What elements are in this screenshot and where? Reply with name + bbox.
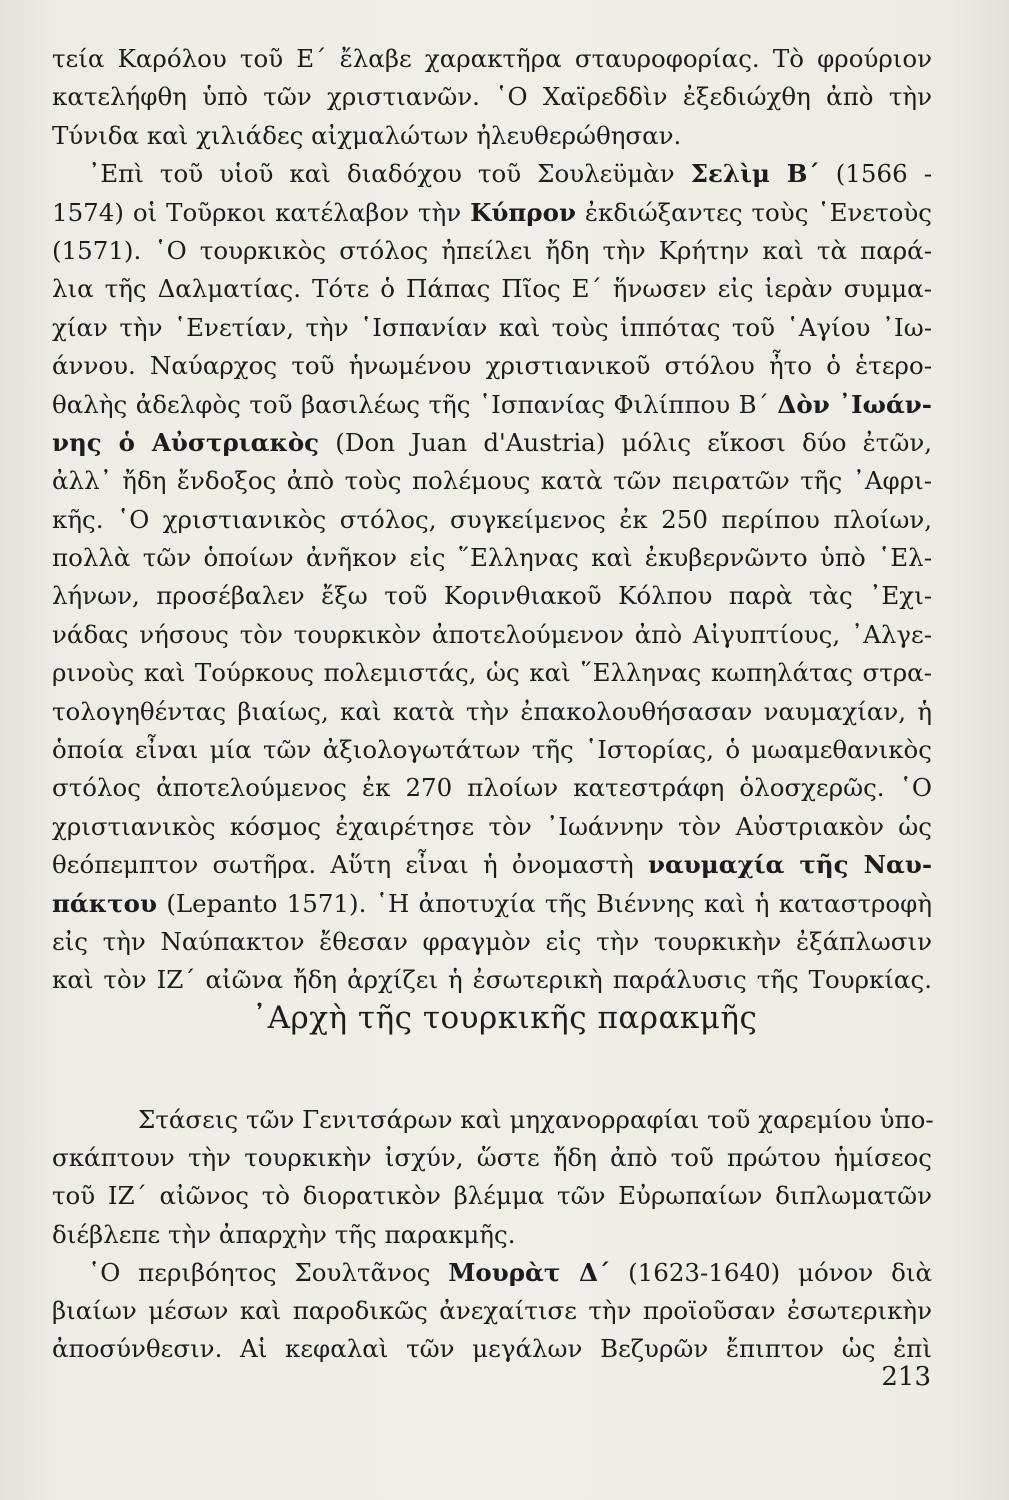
text-line xyxy=(52,846,932,884)
text-run: ἐκδιώξαντες τοὺς ῾Ενετοὺς xyxy=(575,197,932,227)
text-line: Στάσεις τῶν Γενιτσάρων καὶ μηχανορραφίαι τοῦ χαρεμίου ὑπο- xyxy=(138,1105,934,1134)
text-line xyxy=(52,1254,932,1292)
text-line: τολογηθέντας βιαίως, καὶ κατὰ τὴν ἐπακολουθήσασαν ναυμαχίαν, ἡ xyxy=(52,696,932,726)
text-run: 1574) οἱ Τοῦρκοι κατέλαβον τὴν xyxy=(52,197,471,227)
text-line xyxy=(52,155,932,193)
text-line: βιαίων μέσων καὶ παροδικῶς ἀνεχαίτισε τὴν προϊοῦσαν ἐσωτερικὴν xyxy=(52,1295,932,1325)
text-line xyxy=(52,885,932,923)
text-run: θαλὴς ἀδελφὸς τοῦ βασιλέως τῆς ῾Ισπανίας Φιλίππου Β΄ xyxy=(52,389,778,419)
text-line: πολλὰ τῶν ὁποίων ἀνῆκον εἰς ῞Ελληνας καὶ ἐκυβερνῶντο ὑπὸ ῾Ελ- xyxy=(52,543,932,573)
text-line: διέβλεπε τὴν ἀπαρχὴν τῆς παρακμῆς. xyxy=(52,1219,516,1249)
text-line: λια τῆς Δαλματίας. Τότε ὁ Πάπας Πῖος Ε΄ ἥνωσεν εἰς ἱερὰν συμμα- xyxy=(52,274,932,304)
text-line: τοῦ ΙΖ΄ αἰῶνος τὸ διορατικὸν βλέμμα τῶν Εὐρωπαίων διπλωματῶν xyxy=(52,1181,932,1211)
bold-term: Κύπρον xyxy=(470,197,576,227)
text-line xyxy=(52,386,932,424)
text-line: τεία Καρόλου τοῦ Ε΄ ἔλαβε χαρακτῆρα σταυροφορίας. Τὸ φρούριον xyxy=(52,44,932,73)
text-line: ἀποσύνθεσιν. Αἱ κεφαλαὶ τῶν μεγάλων Βεζυρῶν ἔπιπτον ὡς ἐπὶ xyxy=(52,1334,932,1364)
text-run: (1566 - xyxy=(819,159,933,189)
text-line xyxy=(52,194,932,232)
page-number: 213 xyxy=(881,1362,931,1392)
text-line: λήνων, προσέβαλεν ἔξω τοῦ Κορινθιακοῦ Κόλπου παρὰ τὰς ᾿Εχι- xyxy=(52,581,932,611)
body-text-section-1 xyxy=(52,40,932,1000)
text-line: Τύνιδα καὶ χιλιάδες αἰχμαλώτων ἠλευθερώθησαν. xyxy=(52,120,682,150)
text-line: κῆς. ῾Ο χριστιανικὸς στόλος, συγκείμενος ἐκ 250 περίπου πλοίων, xyxy=(52,504,932,534)
text-line: νάδας νήσους τὸν τουρκικὸν ἀποτελούμενον ἀπὸ Αἰγυπτίους, ᾿Αλγε- xyxy=(52,619,932,649)
text-run: ᾿Επὶ τοῦ υἱοῦ καὶ διαδόχου τοῦ Σουλεϋμὰν xyxy=(88,159,691,189)
bold-term: Μουρὰτ Δ΄ xyxy=(448,1257,611,1287)
text-run: (Lepanto 1571). ῾Η ἀποτυχία τῆς Βιέννης καὶ ἡ καταστροφὴ xyxy=(156,888,932,918)
text-line: χριστιανικὸς κόσμος ἐχαιρέτησε τὸν ᾿Ιωάννην τὸν Αὐστριακὸν ὡς xyxy=(52,811,932,841)
text-run: ῾Ο περιβόητος Σουλτᾶνος xyxy=(88,1257,449,1287)
bold-term: νης ὁ Αὐστριακὸς xyxy=(52,427,320,457)
body-text-section-2 xyxy=(52,1101,932,1368)
text-line: σκάπτουν τὴν τουρκικὴν ἰσχύν, ὥστε ἤδη ἀπὸ τοῦ πρώτου ἡμίσεος xyxy=(52,1143,932,1173)
text-line xyxy=(52,424,932,462)
text-line: χίαν τὴν ῾Ενετίαν, τὴν ῾Ισπανίαν καὶ τοὺς ἱππότας τοῦ ῾Αγίου ᾿Ιω- xyxy=(52,312,932,342)
text-line: (1571). ῾Ο τουρκικὸς στόλος ἠπείλει ἤδη τὴν Κρήτην καὶ τὰ παρά- xyxy=(52,235,932,265)
bold-term: Δὸν ᾿Ιωάν- xyxy=(777,389,932,419)
text-line: άννου. Ναύαρχος τοῦ ἡνωμένου χριστιανικοῦ στόλου ἦτο ὁ ἑτερο- xyxy=(52,351,932,381)
text-line: στόλος ἀποτελούμενος ἐκ 270 πλοίων κατεστράφη ὁλοσχερῶς. ῾Ο xyxy=(52,773,932,803)
text-run: (Don Juan d'Austria) μόλις εἴκοσι δύο ἐτῶν, xyxy=(319,427,933,457)
section-heading: ᾿Αρχὴ τῆς τουρκικῆς παρακμῆς xyxy=(251,1000,758,1036)
text-line: κατελήφθη ὑπὸ τῶν χριστιανῶν. ῾Ο Χαϊρεδδὶν ἐξεδιώχθη ἀπὸ τὴν xyxy=(52,82,932,112)
text-line: εἰς τὴν Ναύπακτον ἔθεσαν φραγμὸν εἰς τὴν τουρκικὴν ἐξάπλωσιν xyxy=(52,926,932,956)
bold-term: πάκτου xyxy=(52,888,157,918)
bold-term: Σελὶμ Β΄ xyxy=(690,159,820,189)
text-line: καὶ τὸν ΙΖ΄ αἰῶνα ἤδη ἀρχίζει ἡ ἐσωτερικὴ παράλυσις τῆς Τουρκίας. xyxy=(52,965,932,995)
text-line: ρινοὺς καὶ Τούρκους πολεμιστάς, ὡς καὶ ῞Ελληνας κωπηλάτας στρα- xyxy=(52,658,932,688)
bold-term: ναυμαχία τῆς Ναυ- xyxy=(647,850,932,880)
text-run: θεόπεμπτον σωτῆρα. Αὕτη εἶναι ἡ ὀνομαστὴ xyxy=(52,850,648,880)
text-line: ἀλλ᾿ ἤδη ἔνδοξος ἀπὸ τοὺς πολέμους κατὰ τῶν πειρατῶν τῆς ᾿Αφρι- xyxy=(52,466,932,496)
text-run: (1623-1640) μόνον διὰ xyxy=(610,1257,932,1287)
text-line: ὁποία εἶναι μία τῶν ἀξιολογωτάτων τῆς ῾Ιστορίας, ὁ μωαμεθανικὸς xyxy=(52,735,932,765)
